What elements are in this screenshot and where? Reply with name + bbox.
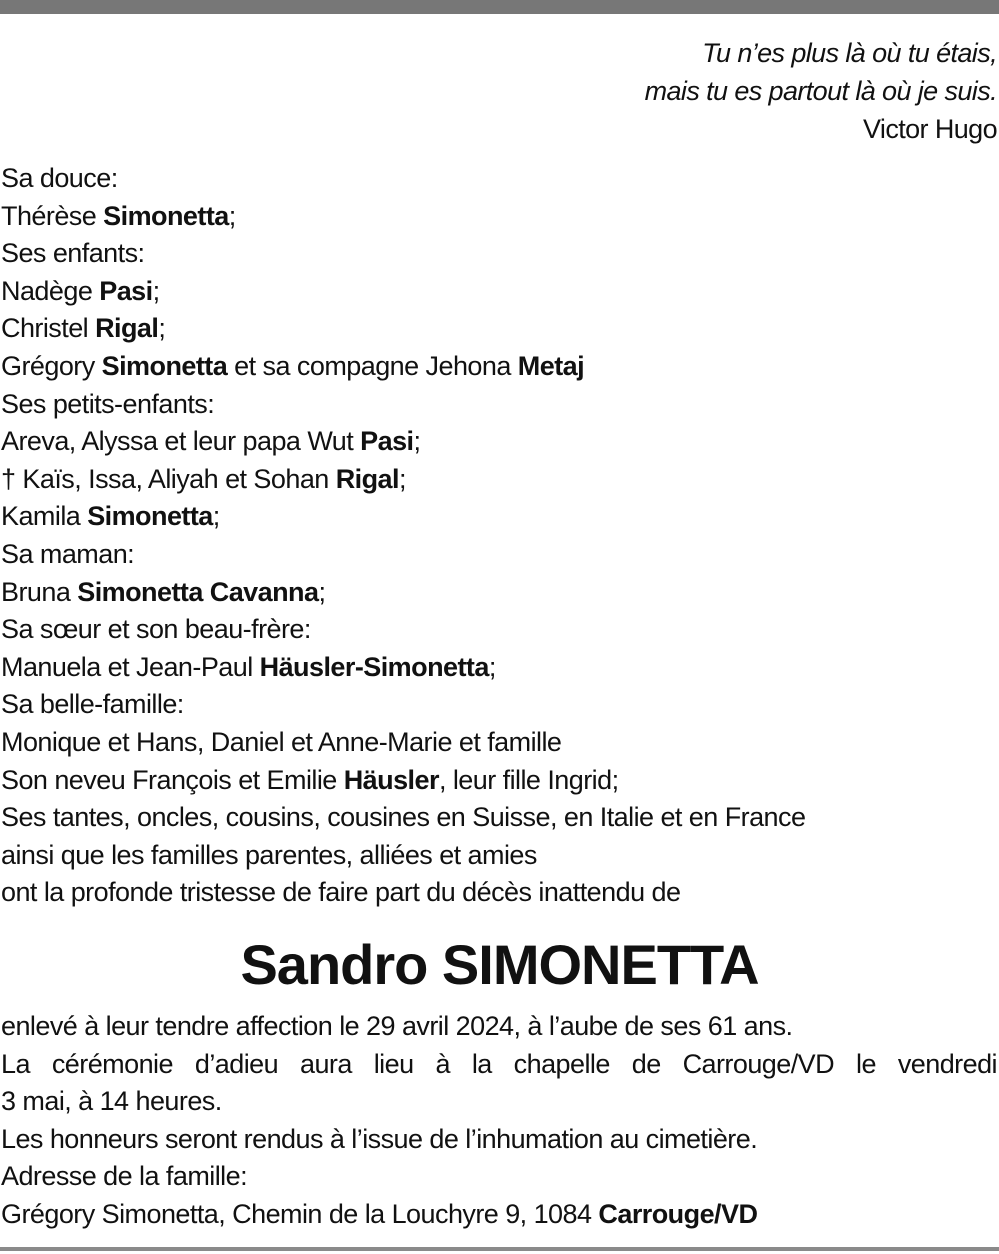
- quote-author: Victor Hugo: [863, 114, 997, 144]
- bottom-rule: [0, 1247, 999, 1251]
- family-line: † Kaïs, Issa, Aliyah et Sohan Rigal;: [1, 463, 406, 494]
- ceremony-line: La cérémonie d’adieu aura lieu à la chapelle de Carrouge/VD le vendredi: [1, 1048, 997, 1079]
- quote-line-2: mais tu es partout là où je suis.: [644, 76, 997, 106]
- family-line: ont la profonde tristesse de faire part du décès inattendu de: [1, 877, 681, 908]
- family-line: Areva, Alyssa et leur papa Wut Pasi;: [1, 426, 421, 457]
- family-line: Sa douce:: [1, 163, 118, 193]
- family-line: Sa sœur et son beau-frère:: [1, 614, 311, 645]
- family-address: Grégory Simonetta, Chemin de la Louchyre 9, 1084 Carrouge/VD: [1, 1198, 758, 1229]
- family-line: ainsi que les familles parentes, alliées et amies: [1, 839, 537, 870]
- address-locality: Carrouge/VD: [598, 1198, 758, 1229]
- details-line: enlevé à leur tendre affection le 29 avril 2024, à l’aube de ses 61 ans.: [1, 1011, 793, 1041]
- family-address-label: Adresse de la famille:: [1, 1161, 248, 1192]
- family-line: Ses petits-enfants:: [1, 388, 215, 419]
- family-line: Sa belle-famille:: [1, 689, 184, 720]
- family-line: Thérèse Simonetta;: [1, 200, 236, 231]
- honours-line: Les honneurs seront rendus à l’issue de l’inhumation au cimetière.: [1, 1123, 758, 1154]
- quote-line-1: Tu n’es plus là où tu étais,: [702, 38, 997, 68]
- epigraph-quote: [645, 34, 997, 148]
- family-line: Grégory Simonetta et sa compagne Jehona Metaj: [1, 350, 585, 381]
- family-line: Son neveu François et Emilie Häusler, leur fille Ingrid;: [1, 764, 619, 795]
- top-rule: [0, 0, 999, 14]
- notice-details: [1, 1008, 997, 1234]
- family-line: Manuela et Jean-Paul Häusler-Simonetta;: [1, 651, 496, 682]
- family-line: Ses enfants:: [1, 238, 145, 269]
- ceremony-date: 3 mai, à 14 heures.: [1, 1086, 222, 1117]
- family-line: Monique et Hans, Daniel et Anne-Marie et famille: [1, 726, 562, 757]
- family-line: Ses tantes, oncles, cousins, cousines en Suisse, en Italie et en France: [1, 802, 806, 833]
- deceased-name: Sandro SIMONETTA: [240, 933, 759, 996]
- family-line: Bruna Simonetta Cavanna;: [1, 576, 326, 607]
- family-line: Kamila Simonetta;: [1, 501, 220, 532]
- family-line: Christel Rigal;: [1, 313, 166, 344]
- family-list: [1, 160, 991, 912]
- family-line: Nadège Pasi;: [1, 275, 160, 306]
- family-line: Sa maman:: [1, 538, 135, 569]
